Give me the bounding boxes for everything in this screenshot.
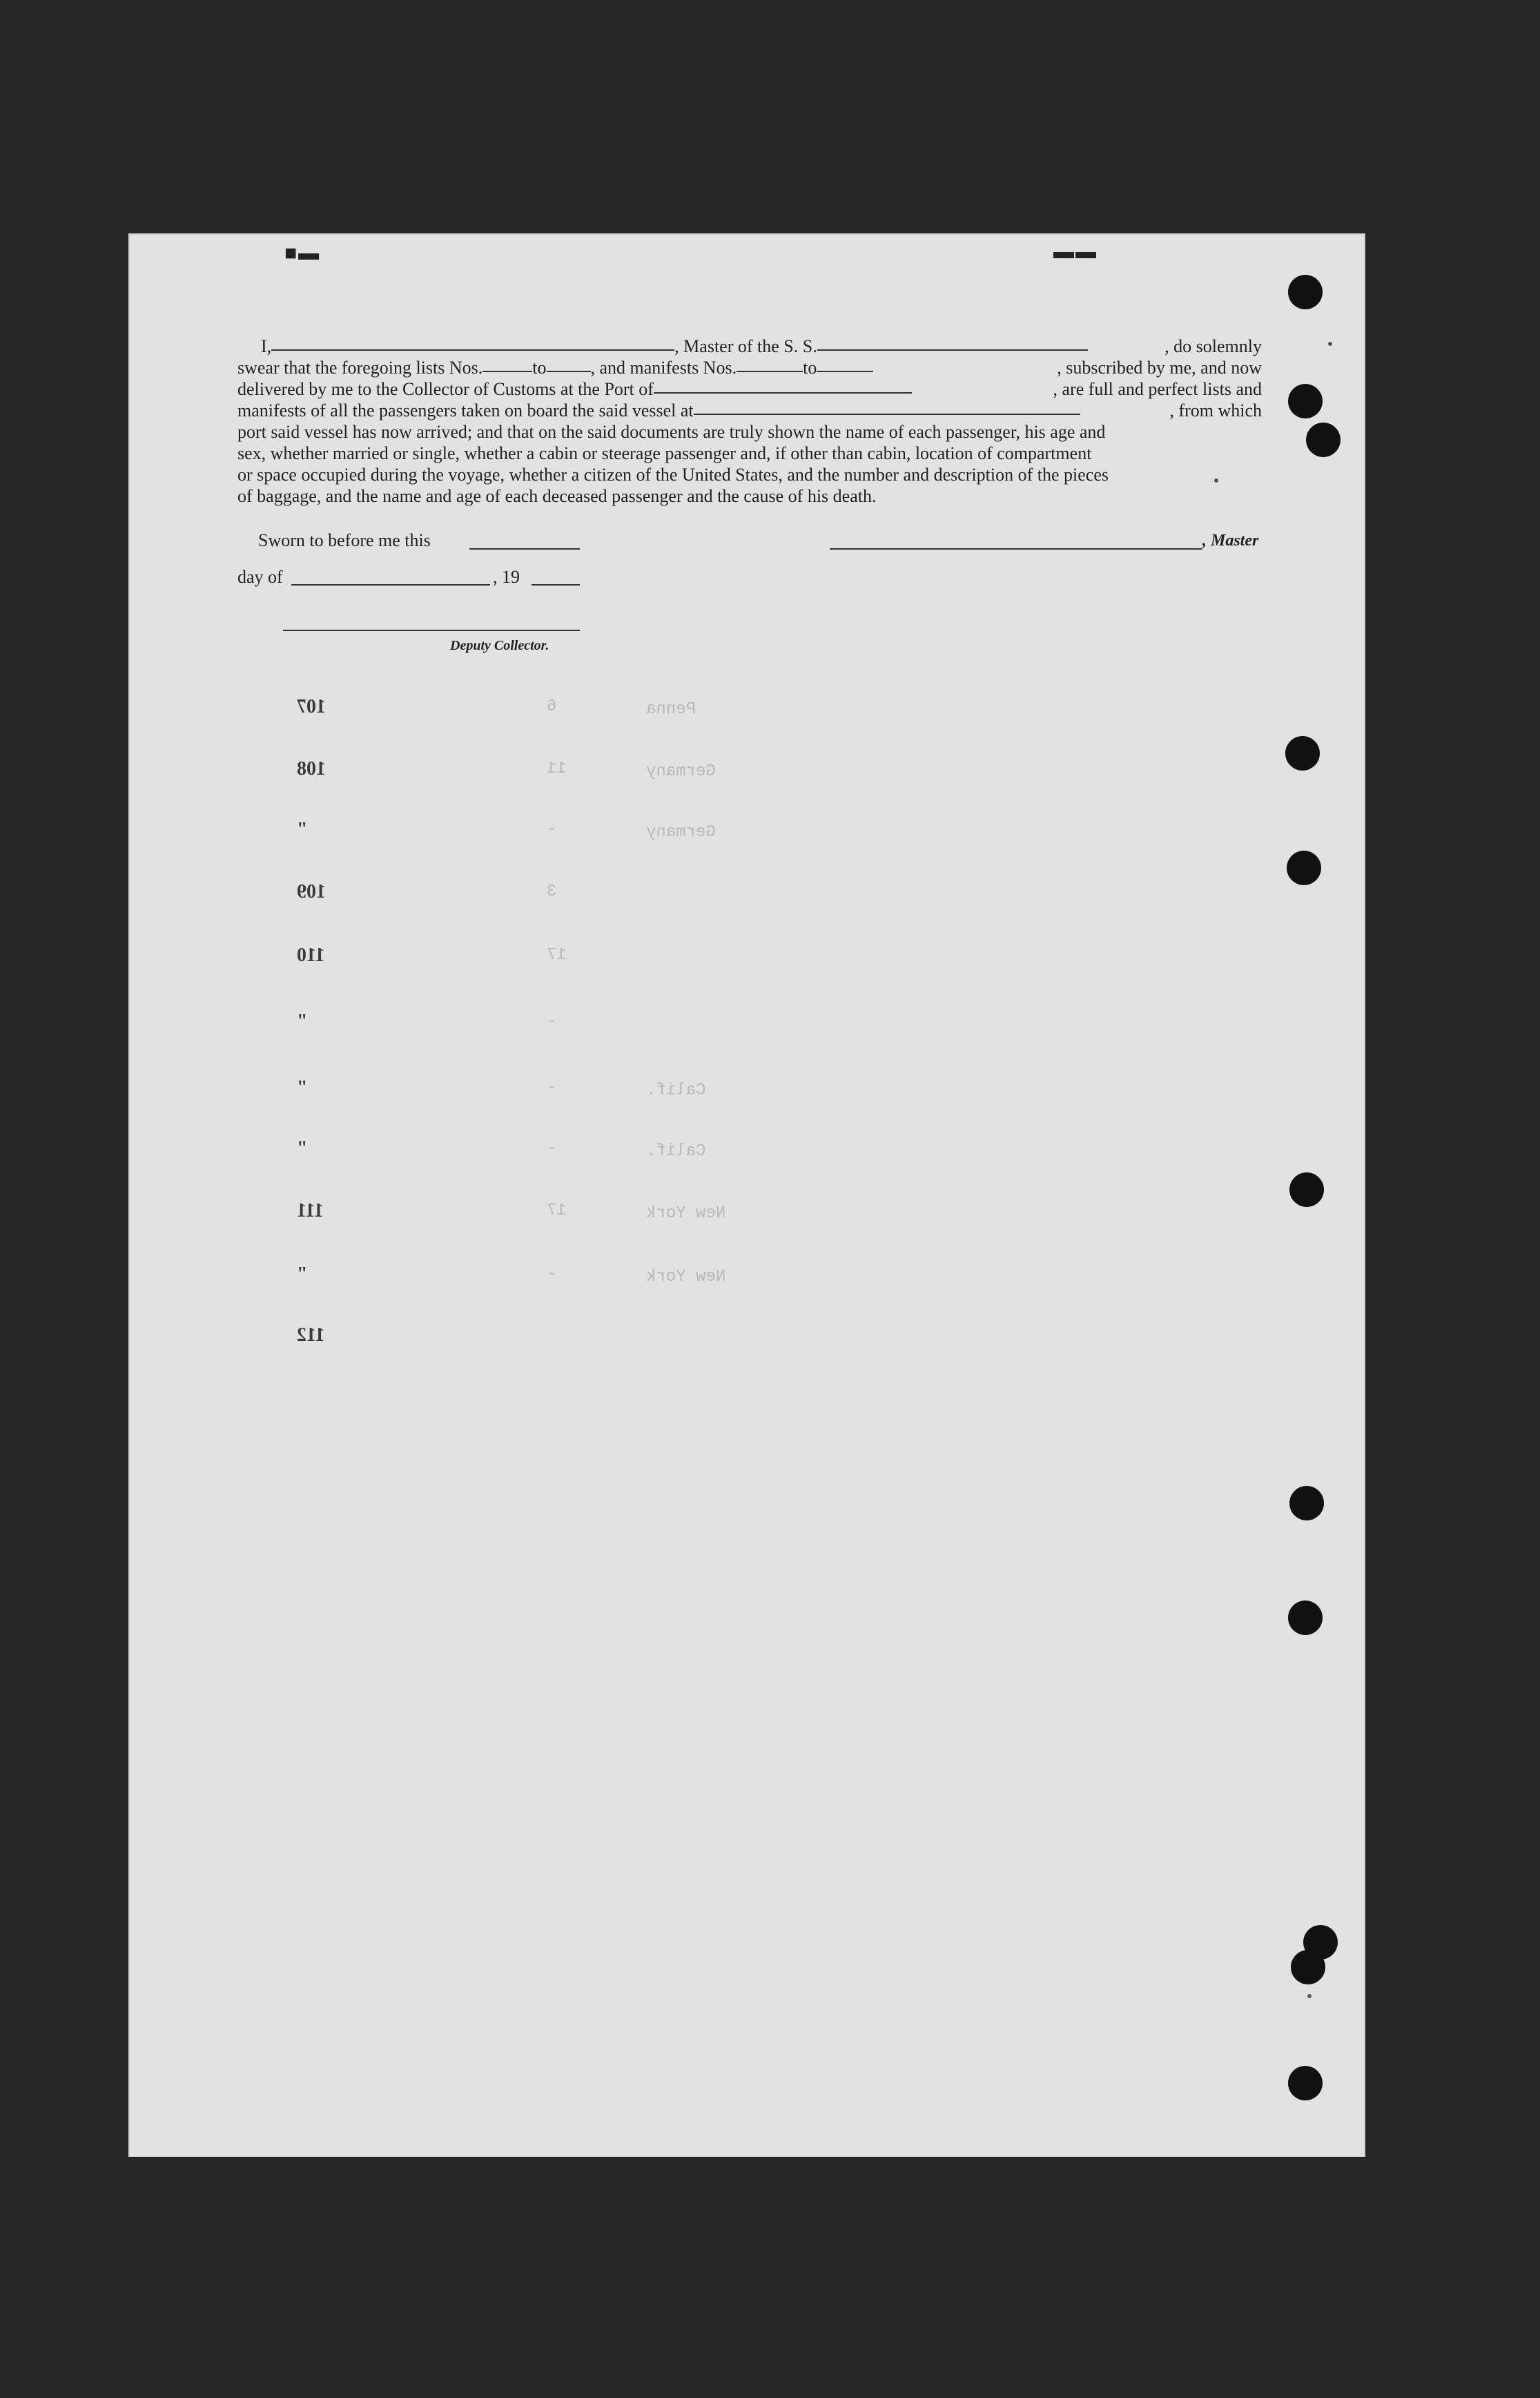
oath-line-2b: , and manifests Nos. [590, 358, 737, 378]
bleed-row-age: 3 [547, 882, 557, 901]
sworn-label: Sworn to before me this [258, 530, 431, 550]
bleed-row-age: - [547, 1139, 557, 1158]
bleed-row-number: 109 [297, 881, 326, 902]
bleed-row-place: Calif. [646, 1081, 706, 1100]
oath-line-3a: delivered by me to the Collector of Customs at the Port of [237, 379, 654, 399]
oath-line-5: port said vessel has now arrived; and that on the said documents are truly shown the name of each passenger, his age and [237, 422, 1106, 442]
lists-to-blank[interactable] [547, 357, 591, 372]
oath-line-8: of baggage, and the name and age of each deceased passenger and the cause of his death. [237, 486, 877, 506]
bleed-row-place: Germany [646, 762, 716, 781]
binder-hole [1287, 851, 1321, 885]
oath-line-4a: manifests of all the passengers taken on board the said vessel at [237, 400, 694, 420]
oath-line-6: sex, whether married or single, whether a cabin or steerage passenger and, if other than cabin, location of compartment [237, 443, 1092, 463]
bleed-row-number: " [297, 819, 308, 840]
bleed-row-number: " [297, 1138, 308, 1159]
bleed-row-age: 6 [547, 697, 557, 716]
binder-hole [1289, 1172, 1324, 1207]
binder-hole [1289, 1486, 1324, 1520]
oath-line-3b: , are full and perfect lists and [1053, 379, 1262, 399]
bleed-row-place: New York [646, 1204, 726, 1223]
month-blank[interactable] [291, 584, 490, 586]
lists-from-blank[interactable] [483, 357, 532, 372]
bleed-row-number: 107 [297, 696, 326, 717]
port-blank[interactable] [654, 378, 912, 394]
oath-i-label: I, [261, 336, 272, 356]
bleed-row-number: 112 [297, 1324, 325, 1346]
bleed-row-age: 17 [547, 1201, 567, 1220]
bleed-row-age: 17 [547, 946, 567, 965]
bleed-row-age: - [547, 1265, 557, 1284]
oath-solemnly: , do solemnly [1164, 336, 1262, 356]
oath-master-of: , Master of the S. S. [674, 336, 817, 356]
departure-port-blank[interactable] [694, 400, 1080, 415]
bleed-row-place: Penna [646, 700, 696, 719]
binder-hole [1288, 384, 1323, 418]
oath-line-4b: , from which [1169, 400, 1262, 420]
bleed-row-number: " [297, 1011, 308, 1032]
master-label: , Master [1202, 532, 1259, 550]
day-label: day of [237, 567, 283, 587]
oath-line-2a: swear that the foregoing lists Nos. [237, 358, 483, 378]
bleed-row-age: - [547, 1079, 557, 1097]
bleed-row-age: - [547, 820, 557, 839]
ship-name-blank[interactable] [817, 336, 1088, 351]
bleed-row-number: 111 [297, 1200, 324, 1221]
year-label: , 19 [493, 567, 520, 587]
binder-hole [1291, 1950, 1325, 1984]
binder-hole [1288, 275, 1323, 309]
oath-line-7: or space occupied during the voyage, whether a citizen of the United States, and the number and description of the pieces [237, 465, 1109, 485]
oath-paragraph [237, 336, 1262, 507]
corner-mark-right: ▬▬ [1053, 240, 1098, 263]
binder-hole [1288, 1601, 1323, 1635]
manifests-from-blank[interactable] [737, 357, 803, 372]
speck [1307, 1994, 1312, 1998]
master-name-blank[interactable] [271, 336, 674, 351]
bleed-row-number: " [297, 1264, 308, 1285]
binder-hole [1288, 2066, 1323, 2100]
sworn-date-blank[interactable] [469, 548, 580, 550]
binder-hole [1306, 423, 1341, 457]
bleed-row-place: Calif. [646, 1142, 706, 1161]
document-page [128, 233, 1365, 2157]
speck [1214, 478, 1218, 483]
master-signature-line[interactable] [830, 548, 1202, 550]
bleed-row-age: - [547, 1012, 557, 1031]
manifests-to-blank[interactable] [817, 357, 873, 372]
bleed-row-place: New York [646, 1268, 726, 1286]
bleed-row-place: Germany [646, 823, 716, 842]
bleed-row-age: 11 [547, 760, 567, 778]
corner-mark-left: ■▬ [284, 242, 321, 264]
oath-line-2-to: to [532, 358, 547, 378]
deputy-signature-line[interactable] [283, 630, 580, 631]
oath-line-2-to2: to [803, 358, 817, 378]
year-blank[interactable] [532, 584, 580, 586]
bleed-row-number: " [297, 1077, 308, 1099]
bleed-row-number: 108 [297, 758, 326, 780]
speck [1328, 342, 1332, 346]
bleed-row-number: 110 [297, 945, 325, 966]
binder-hole [1285, 736, 1320, 771]
deputy-collector-label: Deputy Collector. [450, 638, 549, 653]
oath-line-2c: , subscribed by me, and now [1057, 358, 1262, 378]
